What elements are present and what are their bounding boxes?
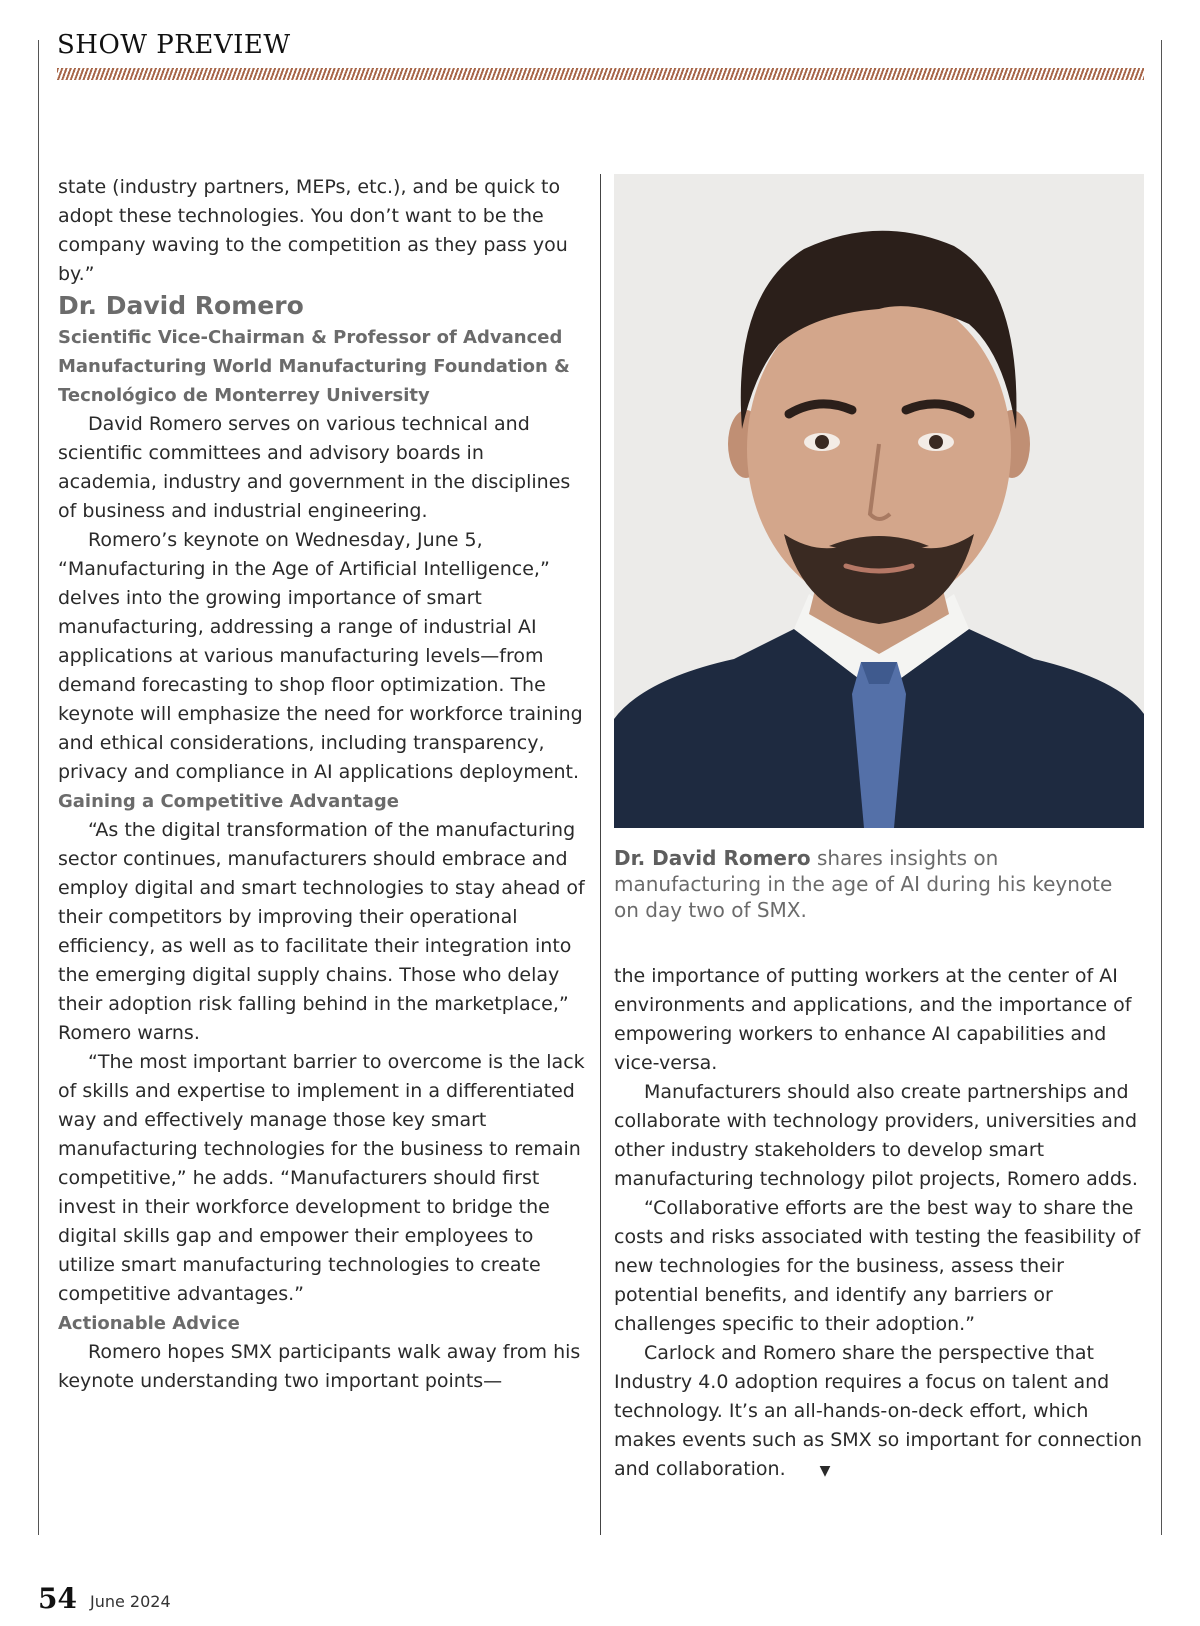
left-column — [58, 173, 588, 1396]
body-paragraph: “Collaborative efforts are the best way to share the costs and risks associated with testing the feasibility of new technologies for the business, assess their potential benefits, and identify any barriers or challenges specific to their adoption.” — [614, 1197, 1141, 1335]
photo-caption — [614, 845, 1134, 923]
column-divider — [600, 174, 601, 1535]
right-page-rule — [1161, 40, 1162, 1535]
body-paragraph: the importance of putting workers at the center of AI environments and applications, and the importance of empowering workers to enhance AI capabilities and vice-versa. — [614, 965, 1132, 1074]
caption-name: Dr. David Romero — [614, 846, 811, 870]
intro-paragraph: state (industry partners, MEPs, etc.), and be quick to adopt these technologies. You don’t want to be the company waving to the competition as they pass you by.” — [58, 176, 568, 285]
right-column — [614, 962, 1149, 1486]
section-label: SHOW PREVIEW — [57, 30, 291, 60]
closing-paragraph — [614, 1339, 1149, 1486]
decorative-hatch-bar — [57, 68, 1144, 80]
end-mark-icon: ▼ — [819, 1463, 831, 1479]
portrait-illustration — [614, 174, 1144, 828]
speaker-name: Dr. David Romero — [58, 291, 304, 320]
caption-text: shares insights on manufacturing in the age of AI during his keynote on day two of SMX. — [614, 846, 1113, 922]
speaker-affiliation: Scientific Vice-Chairman & Professor of Advanced Manufacturing World Manufacturing Foundation & Tecnológico de Monterrey University — [58, 327, 570, 406]
body-paragraph: Romero hopes SMX participants walk away from his keynote understanding two important points— — [58, 1341, 581, 1392]
left-page-rule — [38, 40, 39, 1535]
bio-paragraph: David Romero serves on various technical and scientific committees and advisory boards in academia, industry and government in the disciplines of business and industrial engineering. — [58, 413, 571, 522]
issue-date: June 2024 — [90, 1592, 171, 1611]
page-number: 54 — [38, 1582, 77, 1615]
body-paragraph: “The most important barrier to overcome is the lack of skills and expertise to implement in a differentiated way and effectively manage those key smart manufacturing technologies for the business to remain competitive,” he adds. “Manufacturers should first invest in their workforce development to bridge the digital skills gap and empower their employees to utilize smart manufacturing technologies to create competitive advantages.” — [58, 1051, 585, 1305]
speaker-portrait-photo — [614, 174, 1144, 828]
bio-paragraph: Romero’s keynote on Wednesday, June 5, “Manufacturing in the Age of Artificial Intelligence,” delves into the growing importance of smart manufacturing, addressing a range of industrial AI applications at various manufacturing levels—from demand forecasting to shop floor optimization. The keynote will emphasize the need for workforce training and ethical considerations, including transparency, privacy and compliance in AI applications deployment. — [58, 529, 583, 783]
closing-paragraph-text: Carlock and Romero share the perspective that Industry 4.0 adoption requires a focus on talent and technology. It’s an all-hands-on-deck effort, which makes events such as SMX so important for connection and collaboration. — [614, 1342, 1143, 1480]
subhead-actionable-advice: Actionable Advice — [58, 1313, 240, 1334]
body-paragraph: Manufacturers should also create partnerships and collaborate with technology providers, universities and other industry stakeholders to develop smart manufacturing technology pilot projects, Romero adds. — [614, 1081, 1138, 1190]
body-paragraph: “As the digital transformation of the manufacturing sector continues, manufacturers should embrace and employ digital and smart technologies to stay ahead of their competitors by improving their operational efficiency, as well as to facilitate their integration into the emerging digital supply chains. Those who delay their adoption risk falling behind in the marketplace,” Romero warns. — [58, 819, 585, 1044]
subhead-competitive-advantage: Gaining a Competitive Advantage — [58, 791, 399, 812]
